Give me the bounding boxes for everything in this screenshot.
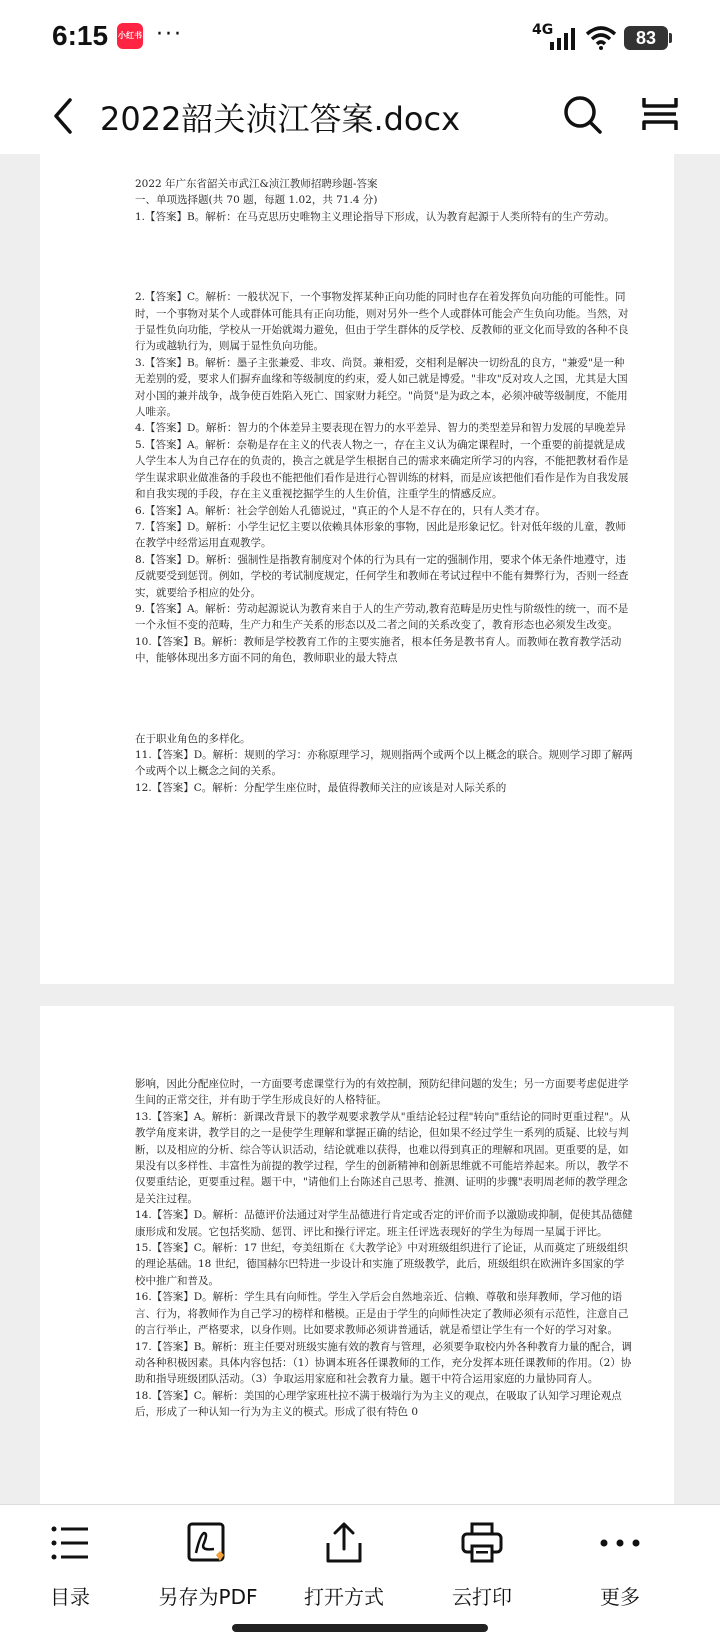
doc-paragraph: 在于职业角色的多样化。: [135, 732, 251, 745]
document-page: [40, 154, 674, 984]
doc-paragraph: 17.【答案】B。解析：班主任要对班级实施有效的教育与管理，必须要争取校内外各种教育力量的配合，调动各种积极因素。具体内容包括：（1）协调本班各任课教师的工作，充分发挥本班任课教师的作用。（2）协助和指导班级团队活动。（3）争取运用家庭和社会教育力量。题干中符合运用家庭的力量协同育人。: [135, 1340, 632, 1386]
more-button[interactable]: [550, 1521, 690, 1621]
doc-paragraph: 5.【答案】A。解析：奈勒是存在主义的代表人物之一，存在主义认为确定课程时，一个重要的前提就是成人学生本人为自己存在的负责的，换言之就是学生根据自己的需求来确定所学习的内容，不能把教材看作是学生谋求职业做准备的手段也不能把他们看作是进行心智训练的材料，而是应该把他们看作是作为自我发展和自我实现的手段，存在主义重视挖掘学生的人生价值，注重学生的情感反应。: [135, 438, 629, 501]
doc-title: 2022 年广东省韶关市武江&浈江教师招聘珍题-答案: [135, 178, 378, 190]
doc-paragraph: 8.【答案】D。解析：强制性是指教育制度对个体的行为具有一定的强制作用，要求个体无条件地遵守，违反就要受到惩罚。例如，学校的考试制度规定，任何学生和教师在考试过程中不能有舞弊行为，否则一经查实，就要给予相应的处分。: [135, 553, 629, 599]
collapse-icon[interactable]: [640, 92, 680, 136]
more-dots-icon: [598, 1521, 642, 1565]
doc-paragraph: 6.【答案】A。解析：社会学创始人孔德说过，"真正的个人是不存在的，只有人类才存。: [135, 504, 546, 517]
open-with-label: 打开方式: [304, 1585, 384, 1609]
doc-paragraph: 11.【答案】D。解析：规则的学习：亦称原理学习，规则指两个或两个以上概念的联合。规则学习即了解两个或两个以上概念之间的关系。: [135, 748, 633, 778]
bottom-toolbar: [0, 1504, 720, 1641]
doc-paragraph: 2.【答案】C。解析：一般状况下，一个事物发挥某种正向功能的同时也存在着发挥负向功能的可能性。同时，一个事物对某个人或群体可能具有正向功能，则对另外一些个人或群体可能会产生负向功能。当然，对于显性负向功能，学校从一开始就竭力避免，但由于学生群体的反学校、反教师的亚文化而导致的各种不良行为或越轨行为，则属于显性负向功能。: [135, 291, 629, 353]
notification-overflow-icon: ···: [156, 22, 183, 47]
pdf-save-icon: [186, 1521, 230, 1565]
cloud-print-button[interactable]: [412, 1521, 552, 1621]
document-title: 2022韶关浈江答案.docx: [100, 100, 461, 138]
home-indicator[interactable]: [232, 1624, 488, 1632]
doc-paragraph: 9.【答案】A。解析：劳动起源说认为教育来自于人的生产劳动,教育范畴是历史性与阶级性的统一，而不是一个永恒不变的范畴，生产力和生产关系的形态以及二者之间的关系改变了，教育形态也必须发生改变。: [135, 602, 629, 632]
printer-icon: [460, 1521, 504, 1565]
save-as-pdf-label: 另存为PDF: [158, 1585, 258, 1609]
doc-paragraph: 16.【答案】D。解析：学生具有向师性。学生入学后会自然地亲近、信赖、尊敬和崇拜教师，学习他的语言、行为，将教师作为自己学习的榜样和楷模。正是由于学生的向师性决定了教师必须有示范性，注意自己的言行举止，严格要求，以身作则。比如要求教师必须讲普通话，就是希望让学生有一个好的学习对象。: [135, 1291, 629, 1337]
page-text: [135, 1076, 634, 1421]
toc-label: 目录: [50, 1585, 90, 1609]
document-viewer[interactable]: [0, 154, 720, 1504]
wifi-icon: [585, 26, 617, 50]
doc-paragraph: 18.【答案】C。解析：美国的心理学家班杜拉不满于极端行为为主义的观点，在吸取了认知学习理论观点后，形成了一种认知一行为为主义的模式。形成了很有特色 0: [135, 1389, 622, 1419]
document-page: [40, 1006, 674, 1504]
doc-paragraph: 12.【答案】C。解析：分配学生座位时，最值得教师关注的应该是对人际关系的: [135, 781, 507, 794]
doc-paragraph: 7.【答案】D。解析：小学生记忆主要以依赖具体形象的事物，因此是形象记忆。针对低年级的儿童，教师在教学中经常运用直观教学。: [135, 520, 626, 550]
network-type: 4G: [532, 22, 554, 38]
page-break-gap: [135, 225, 634, 289]
doc-paragraph: 10.【答案】B。解析：教师是学校教育工作的主要实施者，根本任务是教书育人。而教师在教育教学活动中，能够体现出多方面不同的角色，教师职业的最大特点: [135, 635, 622, 665]
battery-icon: [669, 33, 672, 43]
doc-paragraph: 4.【答案】D。解析：智力的个体差异主要表现在智力的水平差异、智力的类型差异和智力发展的早晚差异: [135, 422, 626, 435]
open-with-button[interactable]: [274, 1521, 414, 1621]
doc-paragraph: 15.【答案】C。解析：17 世纪，夸美纽斯在《大教学论》中对班级组织进行了论证，从而奠定了班级组织的理论基础。18 世纪，德国赫尔巴特进一步设计和实施了班级教学，此后，班级组织在欧洲许多国家的学校中推广和普及。: [135, 1242, 628, 1287]
cloud-print-label: 云打印: [452, 1585, 512, 1609]
app-notification-icon: 小红书: [117, 23, 143, 49]
share-icon: [322, 1521, 366, 1565]
page-text: [135, 176, 634, 796]
doc-paragraph: 3.【答案】B。解析：墨子主张兼爱、非攻、尚贤。兼相爱，交相利是解决一切纷乱的良方，"兼爱"是一种无差别的爱，要求人们摒弃血缘和等级制度的约束，爱人如己就是博爱。"非攻"反对攻人之国，尤其是大国对小国的兼并战争，战争使百姓陷入死亡、国家财力耗空。"尚贤"是为政之本，必须冲破等级制度，不能用人唯亲。: [135, 356, 628, 419]
status-bar: [0, 0, 720, 80]
doc-paragraph: 14.【答案】D。解析：品德评价法通过对学生品德进行肯定或否定的评价而予以激励或抑制，促使其品德健康形成和发展。它包括奖励、惩罚、评比和操行评定。班主任评选表现好的学生为每周一星属于评比。: [135, 1209, 633, 1238]
back-icon[interactable]: [44, 94, 84, 138]
save-as-pdf-button[interactable]: [138, 1521, 278, 1621]
signal-icon: [548, 28, 578, 50]
more-label: 更多: [600, 1585, 640, 1609]
toc-button[interactable]: [0, 1521, 140, 1621]
list-icon: [48, 1521, 92, 1565]
page-break-gap: [135, 667, 634, 731]
search-icon[interactable]: [560, 92, 604, 136]
doc-paragraph: 13.【答案】A。解析：新课改背景下的教学观要求教学从"重结论轻过程"转向"重结论的同时更重过程"。从教学角度来讲，教学目的之一是使学生理解和掌握正确的结论，但如果不经过学生一系列的质疑、比较与判断，以及相应的分析、综合等认识活动，结论就难以获得，也难以得到真正的理解和巩固。更重要的是，如果没有以多样性、丰富性为前提的教学过程，学生的创新精神和创新思维就不可能培养起来。所以，教学不仅要重结论，更要重过程。题干中，"请他们上台陈述自己思考、推测、证明的步骤"表明周老师的教学理念是关注过程。: [135, 1110, 631, 1205]
status-time: 6:15: [52, 20, 109, 51]
doc-section-heading: 一、单项选择题(共 70 题，每题 1.02，共 71.4 分): [135, 194, 378, 207]
app-bar: [0, 80, 720, 154]
battery-level: 83: [624, 26, 668, 50]
doc-paragraph: 影响，因此分配座位时，一方面要考虑课堂行为的有效控制，预防纪律问题的发生；另一方面要考虑促进学生间的正常交往，并有助于学生形成良好的人格特征。: [135, 1078, 629, 1107]
doc-paragraph: 1.【答案】B。解析：在马克思历史唯物主义理论指导下形成，认为教育起源于人类所特有的生产劳动。: [135, 210, 615, 223]
